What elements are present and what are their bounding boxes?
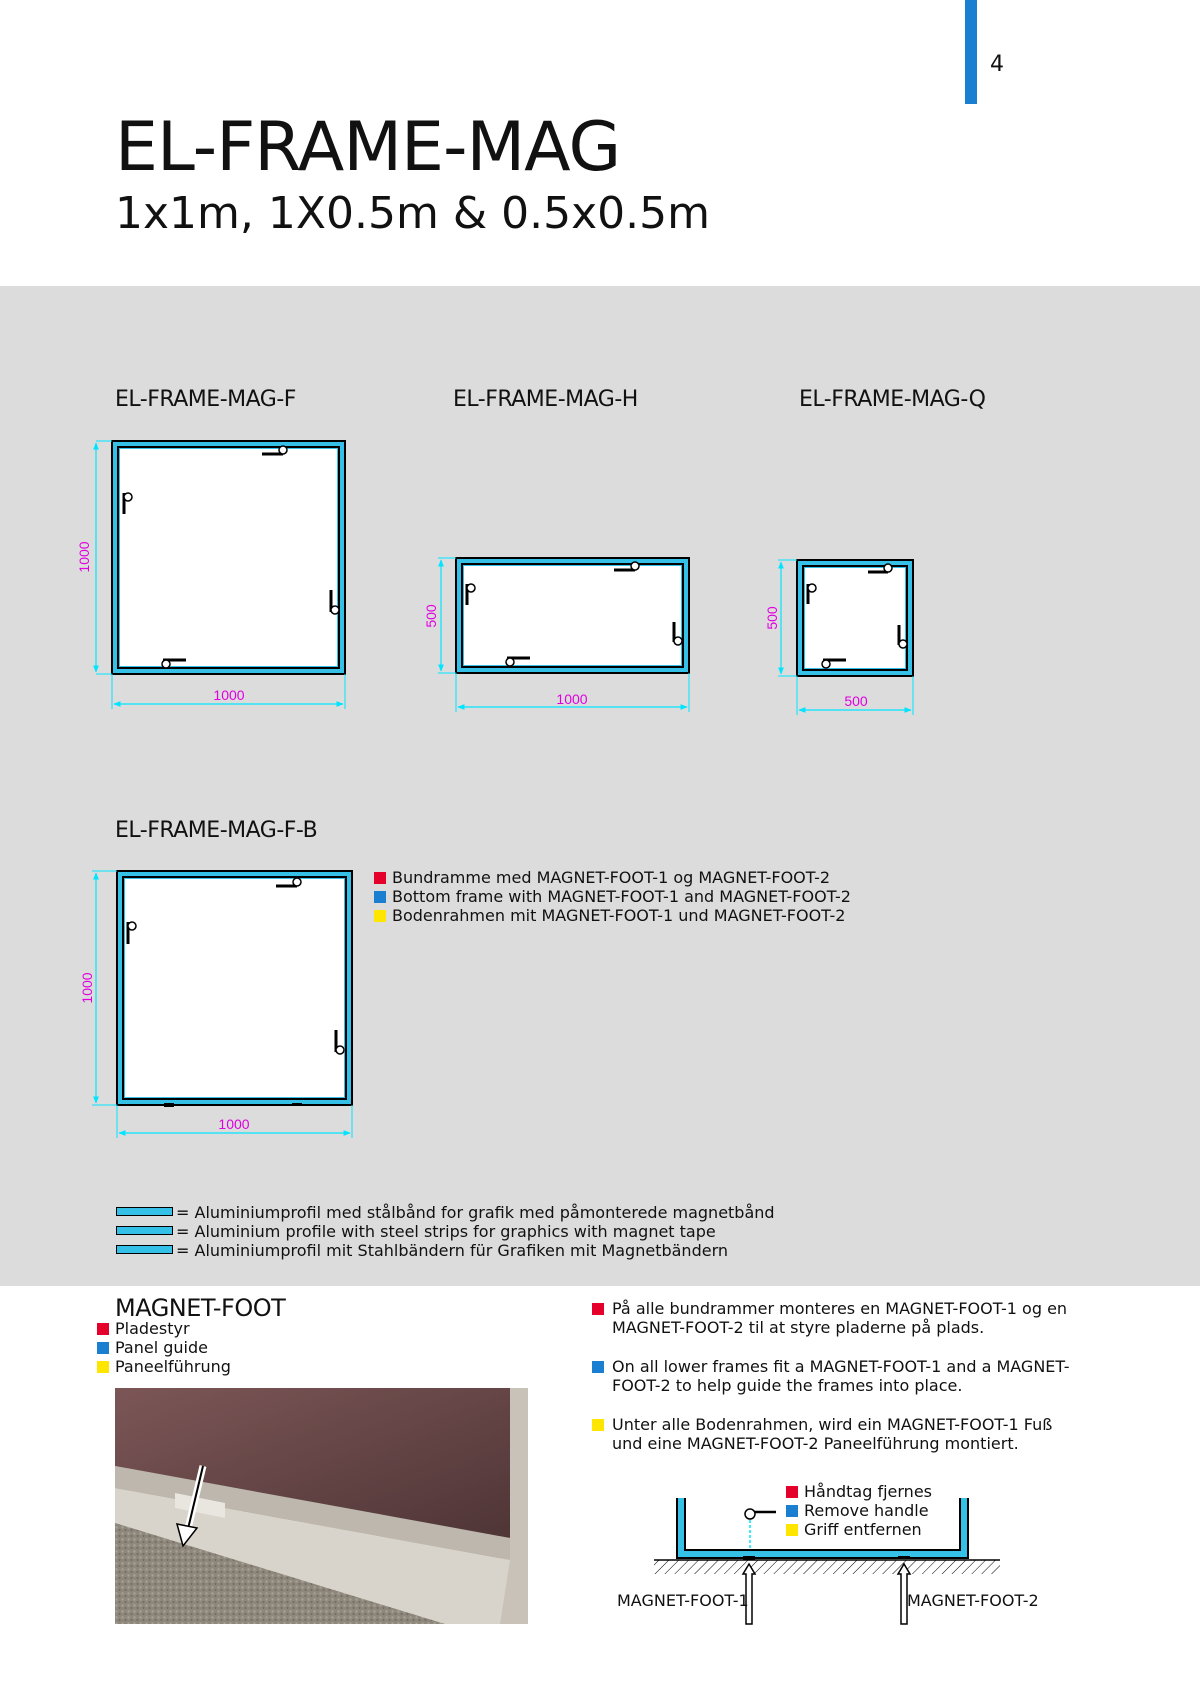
frame-fb-foot-1 [164, 1103, 174, 1107]
magnet-foot-item-en: Panel guide [97, 1338, 231, 1357]
blue-square-icon [592, 1361, 604, 1373]
frame-f-height-dim: 1000 [76, 541, 92, 573]
legend-line-da: Bundramme med MAGNET-FOOT-1 og MAGNET-FOOT-2 [374, 868, 851, 887]
frame-fb-drawing [79, 871, 352, 1138]
frame-q-drawing [764, 560, 913, 715]
page-subtitle: 1x1m, 1X0.5m & 0.5x0.5m [115, 188, 710, 239]
note-da: På alle bundrammer monteres en MAGNET-FOOT-1 og en MAGNET-FOOT-2 til at styre pladerne på plads. [592, 1299, 1072, 1337]
note-en: On all lower frames fit a MAGNET-FOOT-1 and a MAGNET-FOOT-2 to help guide the frames into place. [592, 1357, 1072, 1395]
yellow-square-icon [592, 1419, 604, 1431]
magnet-foot-2-label: MAGNET-FOOT-2 [907, 1591, 1039, 1610]
profile-legend [116, 1203, 775, 1260]
frame-fb-foot-2 [292, 1103, 302, 1106]
blue-square-icon [97, 1342, 109, 1354]
magnet-foot-1-mark [743, 1556, 755, 1560]
legend-line-en: Bottom frame with MAGNET-FOOT-1 and MAGNET-FOOT-2 [374, 887, 851, 906]
blue-square-icon [374, 891, 386, 903]
magnet-foot-items [97, 1319, 231, 1376]
legend-line-de: Bodenrahmen mit MAGNET-FOOT-1 und MAGNET-FOOT-2 [374, 906, 851, 925]
magnet-foot-1-label: MAGNET-FOOT-1 [617, 1591, 749, 1610]
frame-h-label: EL-FRAME-MAG-H [453, 387, 638, 412]
frame-f-drawing [76, 441, 345, 709]
frame-h-drawing [423, 558, 689, 712]
frame-fb-height-dim: 1000 [79, 972, 95, 1004]
frame-cross-section [600, 1490, 1020, 1640]
profile-swatch-icon [116, 1226, 173, 1235]
yellow-square-icon [97, 1361, 109, 1373]
yellow-square-icon [374, 910, 386, 922]
frame-f-label: EL-FRAME-MAG-F [115, 387, 296, 412]
frame-fb-width-dim: 1000 [218, 1116, 250, 1132]
frame-q-width-dim: 500 [844, 693, 868, 709]
frame-f-width-dim: 1000 [213, 687, 245, 703]
red-square-icon [374, 872, 386, 884]
magnet-foot-2-mark [898, 1556, 910, 1559]
profile-swatch-icon [116, 1245, 173, 1254]
profile-swatch-icon [116, 1207, 173, 1216]
frame-h-height-dim: 500 [423, 604, 439, 628]
profile-legend-en: = Aluminium profile with steel strips for graphics with magnet tape [116, 1222, 775, 1241]
magnet-foot-item-da: Pladestyr [97, 1319, 231, 1338]
handle-legend-de: Griff entfernen [786, 1520, 932, 1539]
page-title: EL-FRAME-MAG [115, 108, 621, 187]
red-square-icon [97, 1323, 109, 1335]
handle-legend-da: Håndtag fjernes [786, 1482, 932, 1501]
magnet-foot-title: MAGNET-FOOT [115, 1294, 286, 1322]
bottom-frame-legend [374, 868, 851, 925]
frame-q-label: EL-FRAME-MAG-Q [799, 387, 986, 412]
magnet-foot-photo [115, 1388, 528, 1624]
profile-legend-de: = Aluminiumprofil mit Stahlbändern für Grafiken mit Magnetbändern [116, 1241, 775, 1260]
handle-icon [745, 1509, 776, 1519]
magnet-foot-item-de: Paneelführung [97, 1357, 231, 1376]
red-square-icon [592, 1303, 604, 1315]
profile-legend-da: = Aluminiumprofil med stålbånd for grafik med påmonterede magnetbånd [116, 1203, 775, 1222]
frame-h-width-dim: 1000 [556, 691, 588, 707]
frame-fb-label: EL-FRAME-MAG-F-B [115, 818, 318, 843]
page-number: 4 [990, 52, 1004, 77]
frame-q-height-dim: 500 [764, 606, 780, 630]
handle-legend-en: Remove handle [786, 1501, 932, 1520]
note-de: Unter alle Bodenrahmen, wird ein MAGNET-FOOT-1 Fuß und eine MAGNET-FOOT-2 Paneelführung montiert. [592, 1415, 1072, 1453]
